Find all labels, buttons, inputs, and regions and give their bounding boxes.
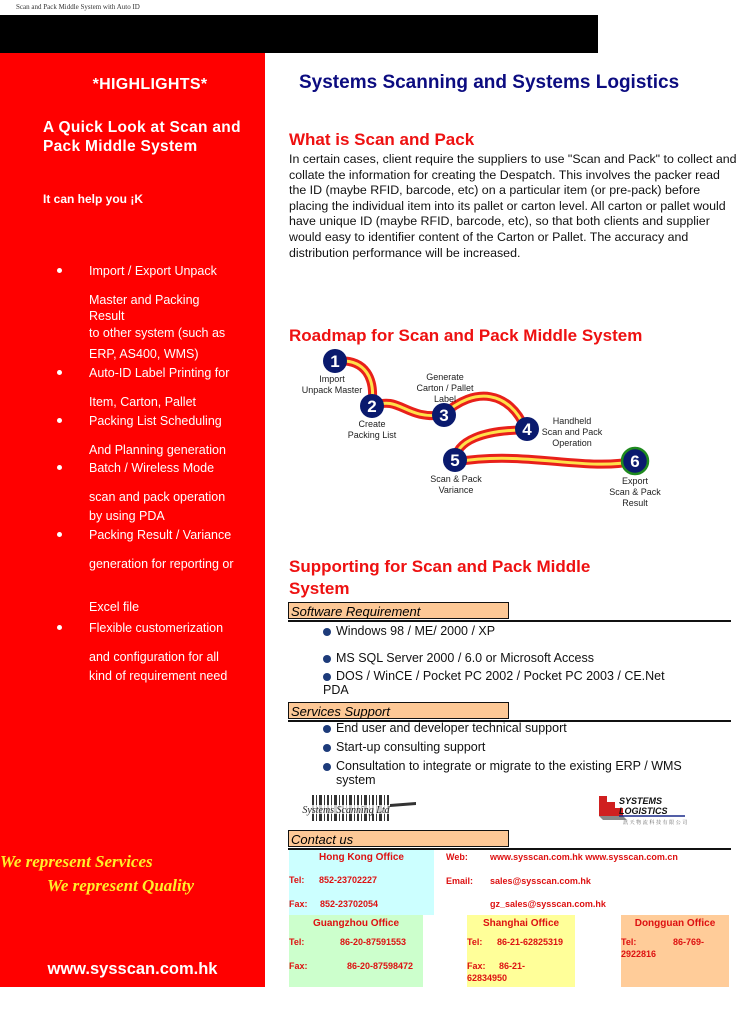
step-6-label: Export Scan & Pack Result (609, 476, 661, 508)
step-4-marker (515, 417, 539, 441)
supporting-heading-line1: Supporting for Scan and Pack Middle (289, 557, 591, 576)
svg-text:6: 6 (630, 452, 640, 471)
stairs-logo-icon (597, 790, 689, 826)
dg-tel-part2: 2922816 (621, 949, 657, 959)
highlight-line: to other system (such as (89, 326, 226, 340)
quick-look-heading: A Quick Look at Scan and Pack Middle System (43, 119, 241, 155)
roadmap-heading: Roadmap for Scan and Pack Middle System (289, 326, 643, 345)
dg-tel-label: Tel: (621, 937, 637, 947)
highlight-line: scan and pack operation (89, 490, 226, 504)
sh-tel: 86-21-62825319 (497, 937, 564, 947)
help-intro: It can help you ¡K (43, 192, 144, 206)
step-2-marker (360, 394, 384, 418)
email-link-gz-sales[interactable]: gz_sales@sysscan.com.hk (490, 899, 606, 909)
hk-tel-label: Tel: (289, 875, 305, 885)
step-5-marker (443, 448, 467, 472)
highlight-line: kind of requirement need (89, 669, 228, 683)
sh-tel-label: Tel: (467, 937, 483, 947)
document-title: Scan and Pack Middle System with Auto ID (16, 3, 140, 11)
highlight-line: Batch / Wireless Mode (89, 461, 215, 475)
bullet-icon (57, 268, 62, 273)
bullet-icon (57, 370, 62, 375)
step-3-marker (432, 403, 456, 427)
main-title: Systems Scanning and Systems Logistics (299, 72, 680, 93)
systems-scanning-logo (298, 793, 418, 823)
bullet-icon (323, 763, 331, 771)
email-label: Email: (446, 876, 474, 886)
highlight-line: Master and Packing (89, 293, 200, 307)
hk-tel: 852-23702227 (319, 875, 378, 885)
highlight-line: Auto-ID Label Printing for (89, 366, 230, 380)
bullet-icon (57, 625, 62, 630)
step-6-marker (622, 448, 648, 474)
highlight-line: Excel file (89, 600, 140, 614)
bullet-icon (323, 673, 331, 681)
bullet-icon (323, 725, 331, 733)
gz-tel: 86-20-87591553 (340, 937, 407, 947)
service-item: End user and developer technical support (323, 721, 567, 735)
svg-text:3: 3 (439, 406, 449, 425)
header-bar (0, 15, 598, 53)
shanghai-office-title: Shanghai Office (482, 918, 560, 929)
sh-fax-part2: 62834950 (467, 973, 508, 983)
sh-fax-label: Fax: (467, 961, 486, 971)
step-1-marker (323, 349, 347, 373)
services-support-heading: Services Support (288, 702, 509, 719)
highlight-line: ERP, AS400, WMS) (89, 347, 199, 361)
bullet-icon (57, 418, 62, 423)
hong-kong-office-title: Hong Kong Office (319, 852, 404, 863)
what-is-heading: What is Scan and Pack (289, 130, 475, 149)
sh-fax-part1: 86-21- (499, 961, 526, 971)
highlight-line: Packing List Scheduling (89, 414, 222, 428)
svg-text:SYSTEMS: SYSTEMS (619, 796, 663, 806)
step-1-label: Import Unpack Master (301, 374, 363, 395)
highlight-line: by using PDA (89, 509, 165, 523)
bullet-icon (323, 655, 331, 663)
hk-fax-label: Fax: (289, 899, 308, 909)
highlight-line: Result (89, 309, 125, 323)
software-item: MS SQL Server 2000 / 6.0 or Microsoft Access (323, 651, 594, 665)
software-requirement-heading: Software Requirement (288, 602, 509, 619)
guangzhou-office-title: Guangzhou Office (312, 918, 400, 929)
svg-text:LOGISTICS: LOGISTICS (619, 806, 668, 816)
guangzhou-office (289, 915, 423, 987)
sidebar-website-link[interactable]: www.sysscan.com.hk (47, 960, 218, 978)
highlights-heading: *HIGHLIGHTS* (92, 76, 208, 93)
highlight-line: generation for reporting or (89, 557, 234, 571)
svg-text:訊 天 物 流 科 技 有 限 公 司: 訊 天 物 流 科 技 有 限 公 司 (623, 820, 688, 826)
svg-text:2: 2 (367, 397, 377, 416)
service-item: Consultation to integrate or migrate to the existing ERP / WMS system (323, 759, 682, 787)
step-2-label: Create Packing List (347, 419, 397, 440)
web-link[interactable]: www.sysscan.com.hk www.sysscan.com.cn (490, 852, 678, 862)
web-label: Web: (446, 852, 468, 862)
dg-tel-part1: 86-769- (673, 937, 705, 947)
hong-kong-office (289, 850, 434, 915)
dongguan-office (621, 915, 729, 987)
bullet-icon (323, 628, 331, 636)
step-4-label: Handheld Scan and Pack Operation (541, 416, 603, 448)
highlight-line: Import / Export Unpack (89, 264, 217, 278)
step-3-label: Generate Carton / Pallet Label (416, 372, 474, 404)
shanghai-office (467, 915, 575, 987)
software-item: Windows 98 / ME/ 2000 / XP (323, 624, 495, 638)
bullet-icon (323, 744, 331, 752)
email-link-sales[interactable]: sales@sysscan.com.hk (490, 876, 591, 886)
highlight-line: and configuration for all (89, 650, 219, 664)
bullet-icon (57, 465, 62, 470)
supporting-heading-line2: System (289, 579, 350, 598)
software-item: DOS / WinCE / Pocket PC 2002 / Pocket PC 2003 / CE.Net PDA (323, 669, 665, 697)
what-is-body: In certain cases, client require the suppliers to use "Scan and Pack" to collect and collate the information for creating the Despatch. This involves the packer read the ID (maybe RFID, barcode, etc) on a particular item (or pre-pack) before placing the individual item into its pallet or carton level. All carton or pallet would have unique ID (maybe RFID, barcode, etc), so that both clients and supplier would easy to identifier content of the Carton or Pallet. The accuracy and distribution performance will be increased. (289, 152, 737, 260)
roadmap-diagram (285, 340, 685, 520)
dongguan-office-title: Dongguan Office (634, 918, 716, 929)
svg-text:5: 5 (450, 451, 460, 470)
service-item: Start-up consulting support (323, 740, 485, 754)
gz-fax: 86-20-87598472 (347, 961, 414, 971)
hk-fax: 852-23702054 (320, 899, 379, 909)
highlight-line: Packing Result / Variance (89, 528, 232, 542)
svg-text:Systems Scanning Ltd: Systems Scanning Ltd (302, 805, 390, 816)
slogan-services: We represent Services (0, 852, 153, 871)
gz-tel-label: Tel: (289, 937, 305, 947)
contact-us-heading: Contact us (288, 830, 509, 847)
step-5-label: Scan & Pack Variance (430, 474, 482, 495)
gz-fax-label: Fax: (289, 961, 308, 971)
svg-text:1: 1 (330, 352, 340, 371)
section-divider (288, 620, 731, 622)
systems-logistics-logo (597, 790, 689, 826)
bullet-icon (57, 532, 62, 537)
slogan-quality: We represent Quality (47, 876, 195, 895)
svg-text:4: 4 (522, 420, 532, 439)
barcode-icon (298, 793, 418, 823)
highlight-line: Flexible customerization (89, 621, 224, 635)
highlight-line: Item, Carton, Pallet (89, 395, 196, 409)
highlight-line: And Planning generation (89, 443, 226, 457)
